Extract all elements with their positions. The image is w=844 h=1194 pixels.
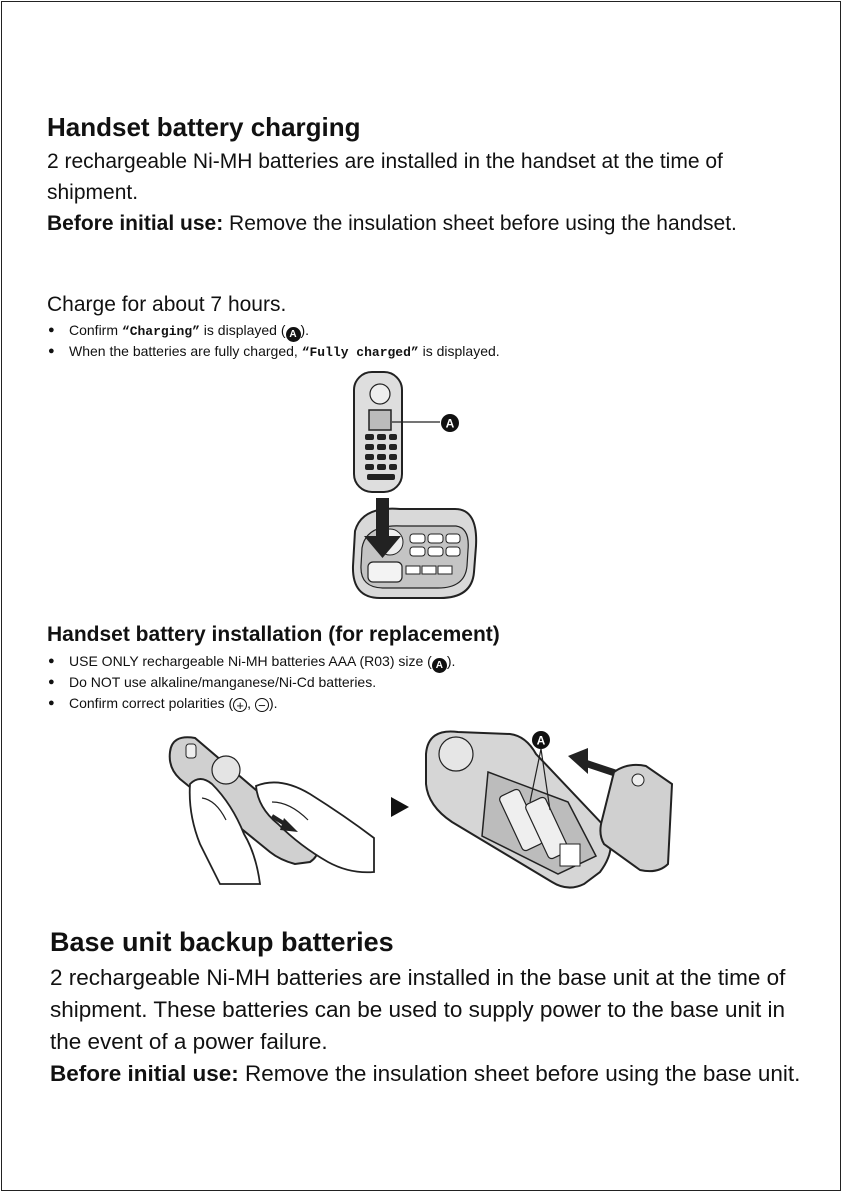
display-text-charging: “Charging” (121, 324, 200, 339)
charging-intro (47, 146, 797, 239)
charging-before-use-note (47, 208, 797, 239)
display-text-fully-charged: “Fully charged” (301, 345, 419, 360)
next-step-arrow-icon (389, 795, 411, 819)
callout-a-label: A (445, 416, 455, 431)
remove-cover-illustration (160, 724, 390, 890)
minus-polarity-icon: − (255, 698, 269, 712)
installation-bullet-list (48, 652, 748, 712)
heading-handset-battery-charging: Handset battery charging (47, 112, 361, 142)
before-use-label: Before initial use: (47, 212, 224, 235)
callout-a-label: A (536, 733, 546, 748)
charge-time: Charge for about 7 hours. (47, 293, 287, 316)
handset-charging-illustration (340, 366, 480, 606)
list-item: ● Confirm “Charging” is displayed ( A ). (48, 321, 748, 342)
charging-intro-text: 2 rechargeable Ni-MH batteries are installed in the handset at the time of shipment. (47, 150, 723, 204)
backup-batteries-text (50, 962, 802, 1090)
list-item: ● USE ONLY rechargeable Ni-MH batteries AAA (R03) size ( A ). (48, 652, 748, 673)
backup-intro-text: 2 rechargeable Ni-MH batteries are installed in the base unit at the time of shipment. These batteries can be used to supply power to the base unit in the event of a power failure. (50, 965, 786, 1054)
charge-bullet-list (48, 321, 748, 362)
before-use-text: Remove the insulation sheet before using the handset. (223, 212, 737, 235)
backup-before-use-note (50, 1058, 802, 1090)
list-item: ● When the batteries are fully charged, “Fully charged” is displayed. (48, 342, 748, 362)
battery-compartment-illustration (418, 724, 683, 896)
callout-a-icon: A (286, 327, 301, 342)
before-use-label: Before initial use: (50, 1061, 239, 1086)
callout-a-icon: A (432, 658, 447, 673)
plus-polarity-icon: + (233, 698, 247, 712)
heading-handset-battery-installation: Handset battery installation (for replacement) (47, 623, 500, 646)
list-item: ● Do NOT use alkaline/manganese/Ni-Cd batteries. (48, 673, 748, 691)
heading-base-unit-backup-batteries: Base unit backup batteries (50, 927, 394, 957)
before-use-text: Remove the insulation sheet before using the base unit. (238, 1061, 801, 1086)
list-item: ● Confirm correct polarities ( + , − ). (48, 694, 748, 712)
